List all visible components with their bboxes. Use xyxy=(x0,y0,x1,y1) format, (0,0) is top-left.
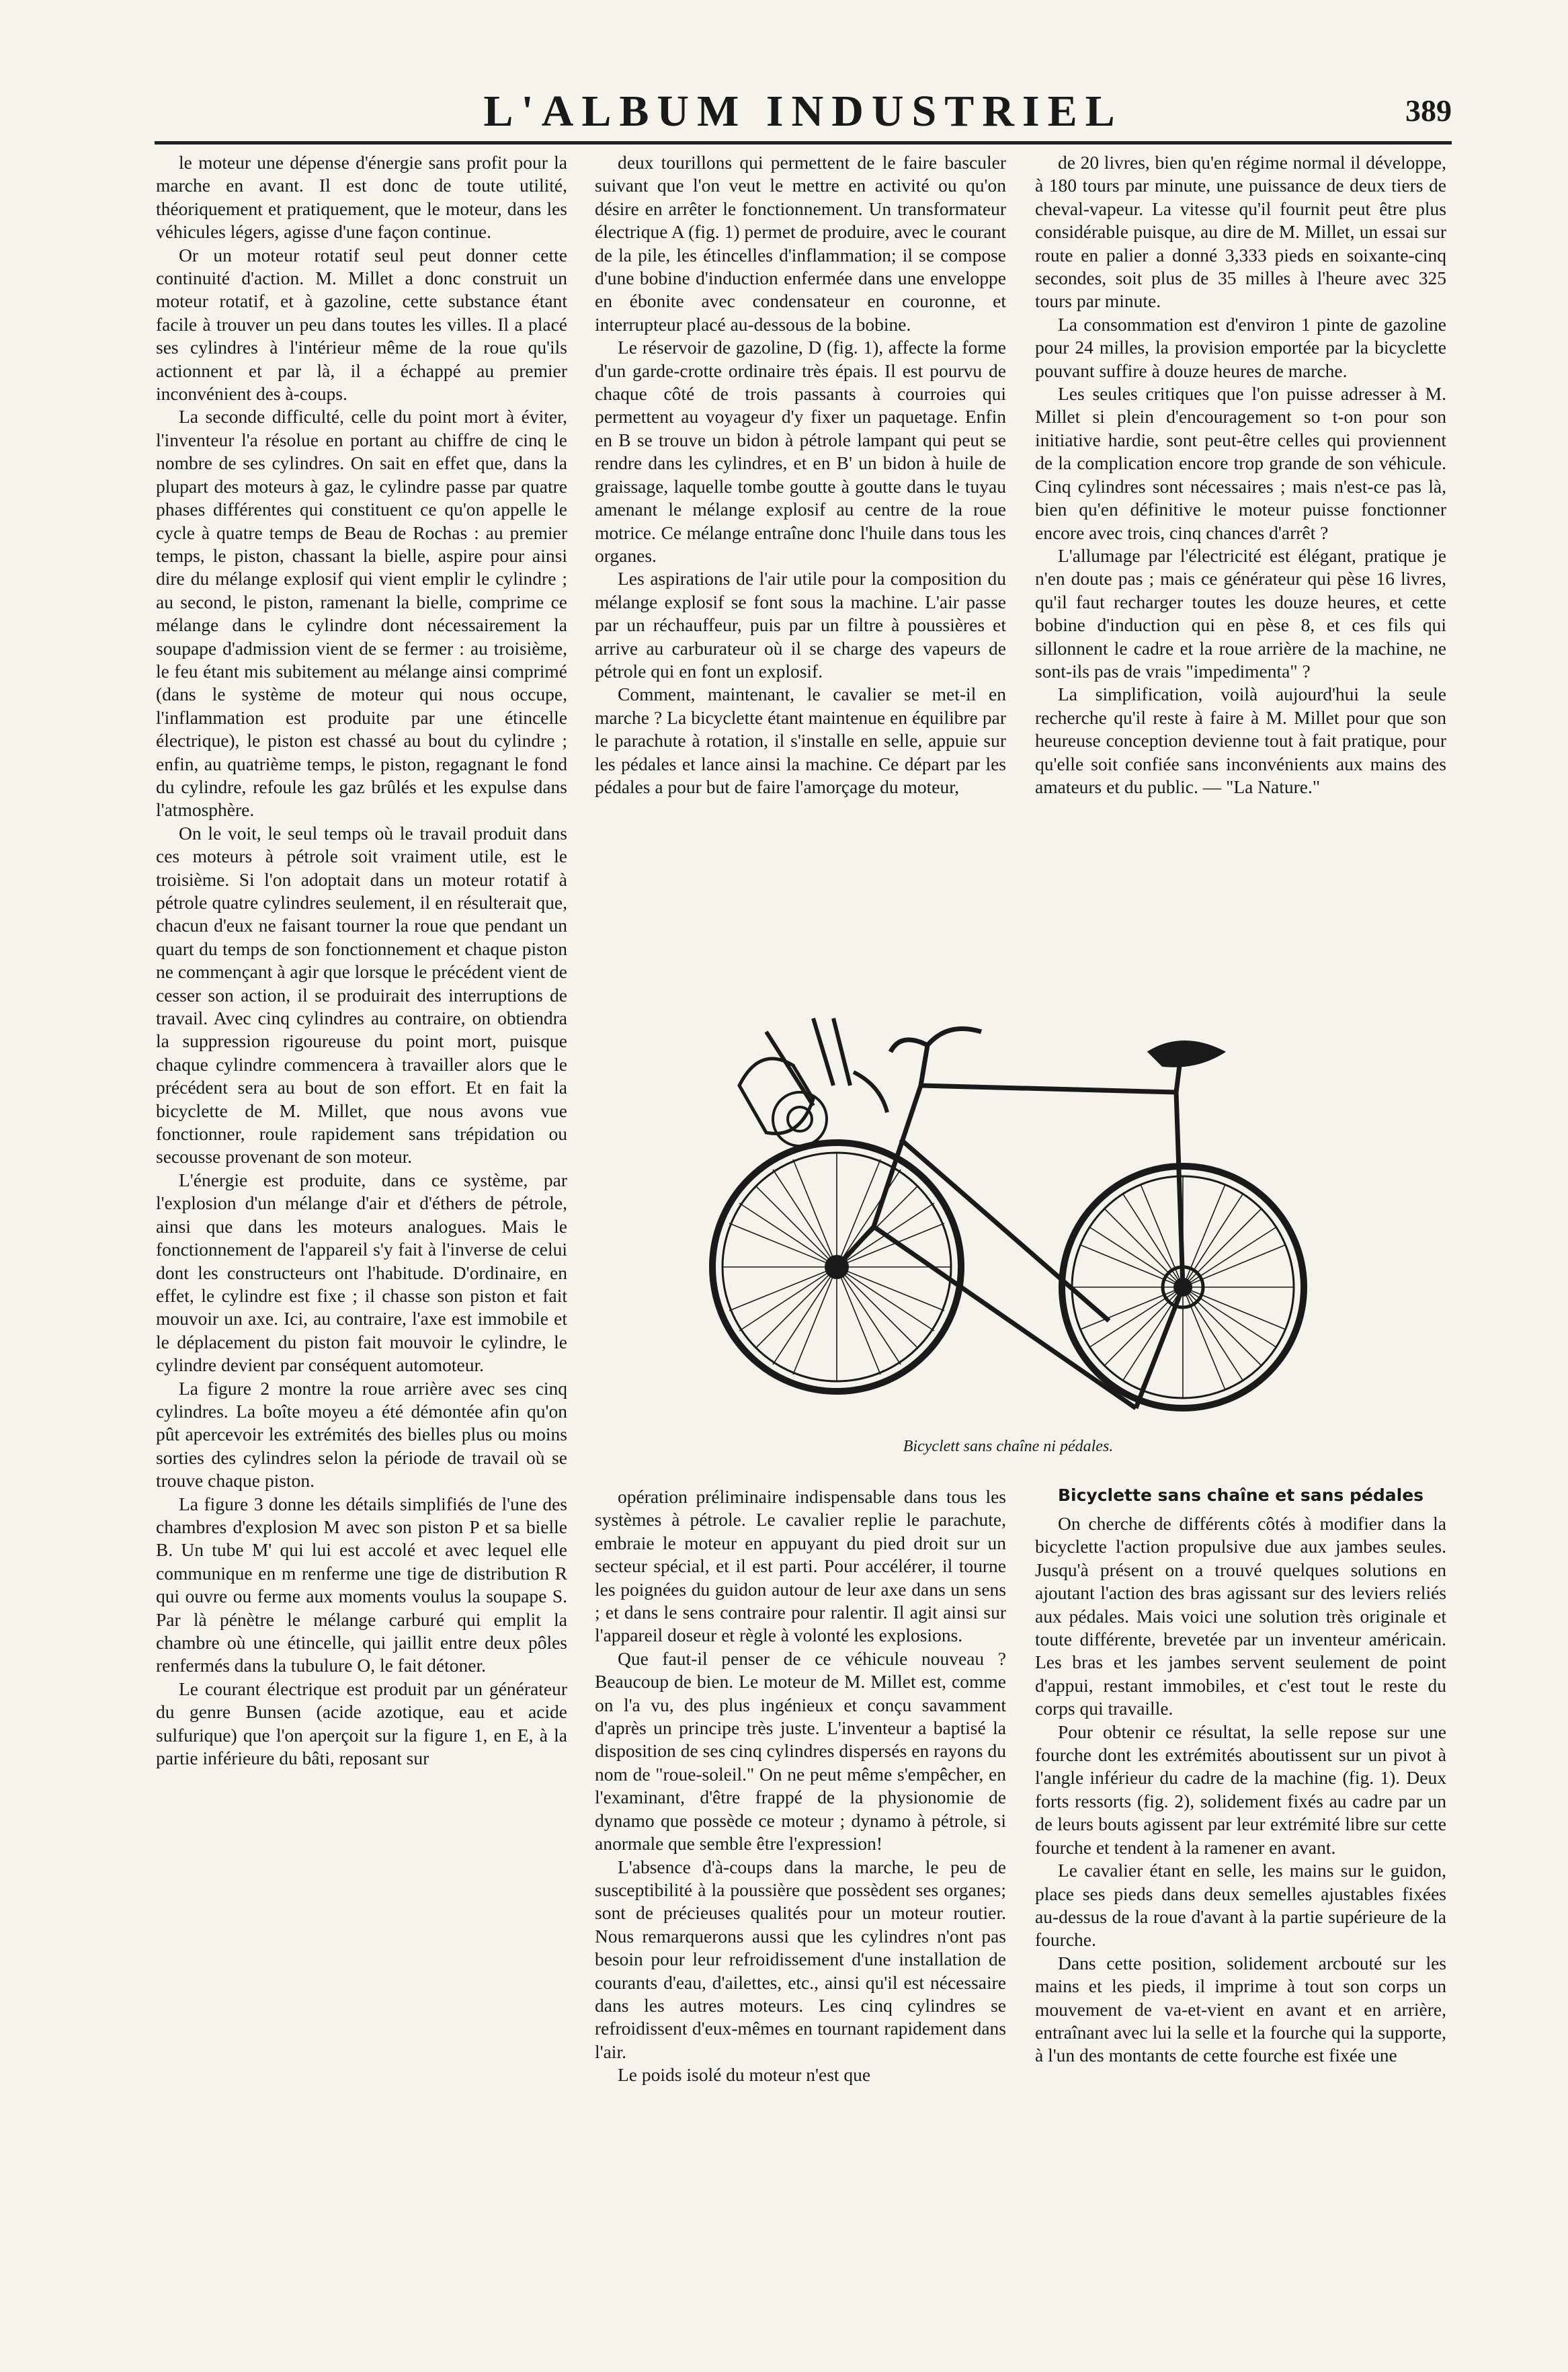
paragraph: La seconde difficulté, celle du point mort à éviter, l'inventeur l'a résolue en portant au chiffre de cinq le nombre de ses cylindres. On sait en effet que, dans la plupart des moteurs à gaz, le cylindre passe par quatre phases différentes qui constituent ce qu'on appelle le cycle à quatre temps de Beau de Rochas : au premier temps, le piston, chassant la bielle, aspire pour ainsi dire du mélange explosif qui vient emplir le cylindre ; au second, le piston, ramenant la bielle, comprime ce mélange dans le cylindre dont nécessairement la soupape d'admission vient de se fermer : au troisième, le feu étant mis subitement au mélange ainsi comprimé (dans le système de moteur qui nous occupe, l'inflammation est produite par une étincelle électrique), le piston est chassé au bout du cylindre ; enfin, au quatrième temps, le piston, regagnant le fond du cylindre, refoule les gaz brûlés et les expulse dans l'atmosphère. xyxy=(156,406,567,821)
paragraph: Le cavalier étant en selle, les mains sur le guidon, place ses pieds dans deux semelles ajustables fixées au-dessus de la roue d'avant à la partie supérieure de la fourche. xyxy=(1035,1860,1446,1951)
paragraph: On le voit, le seul temps où le travail produit dans ces moteurs à pétrole soit vraiment utile, est le troisième. Si l'on adoptait dans un moteur rotatif à pétrole quatre cylindres seulement, il en résulterait que, chacun d'eux ne faisant tourner la roue que pendant un quart du temps de son fonctionnement et chaque piston ne commençant à agir que lorsque le précédent vient de cesser son action, il se produirait des interruptions de travail. Avec cinq cylindres au contraire, on obtiendra la suppression rigoureuse du point mort, puisque chaque cylindre commencera à travailler alors que le précédent sera au bout de son effort. Et en fait la bicyclette de M. Millet, que nous avons vue fonctionner, roule rapidement sans trépidation ou secousse provenant de son moteur. xyxy=(156,822,567,1168)
paragraph: On cherche de différents côtés à modifier dans la bicyclette l'action propulsive due aux jambes seules. Jusqu'à présent on a trouvé quelques solutions en ajoutant l'action des bras agissant sur des leviers reliés aux pédales. Mais voici une solution très originale et toute différente, brevetée par un inventeur américain. Les bras et les jambes servent seulement de point d'appui, restant immobiles, et c'est tout le reste du corps qui travaille. xyxy=(1035,1513,1446,1719)
paragraph: Le réservoir de gazoline, D (fig. 1), affecte la forme d'un garde-crotte ordinaire très épais. Il est pourvu de chaque côté de trois passants à courroies qui permettent au voyageur d'y fixer un paquetage. Enfin en B se trouve un bidon à pétrole lampant qui peut se rendre dans les cylindres, et en B' un bidon à huile de graissage, laquelle tombe goutte à goutte dans le tuyau amenant le mélange explosif au centre de la roue motrice. Ce mélange entraîne donc l'huile dans tous les organes. xyxy=(595,337,1006,566)
paragraph: de 20 livres, bien qu'en régime normal il développe, à 180 tours par minute, une puissance de deux tiers de cheval-vapeur. La vitesse qu'il fournit peut être plus considérable puisque, au dire de M. Millet, un essai sur route en palier a donné 3,333 pieds en soixante-cinq secondes, soit plus de 35 milles à l'heure avec 325 tours par minute. xyxy=(1035,152,1446,312)
page-header xyxy=(155,81,1452,145)
paragraph: La consommation est d'environ 1 pinte de gazoline pour 24 milles, la provision emportée par la bicyclette pouvant suffire à douze heures de marche. xyxy=(1035,313,1446,381)
paragraph: Dans cette position, solidement arcbouté sur les mains et les pieds, il imprime à tout son corps un mouvement de va-et-vient en avant et en arrière, entraînant avec lui la selle et la fourche qui la supporte, à l'un des montants de cette fourche est fixée une xyxy=(1035,1952,1446,2066)
paragraph: le moteur une dépense d'énergie sans profit pour la marche en avant. Il est donc de toute utilité, théoriquement et pratiquement, que le moteur, dans les véhicules légers, agisse d'une façon continue. xyxy=(156,152,567,243)
paragraph: La figure 2 montre la roue arrière avec ses cinq cylindres. La boîte moyeu a été démontée afin qu'on pût apercevoir les extrémités des bielles plus ou moins sorties des cylindres selon la période de travail où se trouve chaque piston. xyxy=(156,1377,567,1491)
bicycle-figure xyxy=(699,1005,1317,1462)
paragraph: La figure 3 donne les détails simplifiés de l'une des chambres d'explosion M avec son piston P et sa bielle B. Un tube M' qui lui est accolé et avec lequel elle communique en m renferme une tige de distribution R qui ouvre ou ferme aux moments voulus la soupape S. Par là pénètre le mélange carburé qui emplit la chambre où une étincelle, qui jaillit entre deux pôles renfermés dans la tubulure O, le fait détoner. xyxy=(156,1493,567,1676)
figure-caption: Bicyclett sans chaîne ni pédales. xyxy=(903,1438,1114,1455)
handlebar xyxy=(891,1029,981,1086)
paragraph: Comment, maintenant, le cavalier se met-il en marche ? La bicyclette étant maintenue en équilibre par le parachute à rotation, il s'installe en selle, appuie sur les pédales et lance ainsi la machine. Ce départ par les pédales a pour but de faire l'amorçage du moteur, xyxy=(595,684,1006,797)
column-2-bottom xyxy=(595,1485,1006,2087)
paragraph: L'énergie est produite, dans ce système, par l'explosion d'un mélange d'air et d'éthers de pétrole, ainsi que dans les moteurs analogues. Mais le fonctionnement de l'appareil s'y fait à l'inverse de celui dont les constructeurs ont l'habitude. D'ordinaire, en effet, le cylindre est fixe ; il chasse son piston et fait mouvoir un axe. Ici, au contraire, l'axe est immobile et le déplacement du piston fait mouvoir le cylindre, le cylindre devient par conséquent automoteur. xyxy=(156,1169,567,1376)
section-heading: Bicyclette sans chaîne et sans pédales xyxy=(1057,1485,1424,1505)
mechanism-detail-inset xyxy=(739,1018,887,1146)
paragraph: L'allumage par l'électricité est élégant, pratique je n'en doute pas ; mais ce générateur qui pèse 16 livres, qu'il faut recharger toutes les douze heures, et cette bobine d'induction qui en pèse 8, et ces fils qui sillonnent le cadre et la roue arrière de la machine, ne sont-ils pas de vrais "impedimenta" ? xyxy=(1035,544,1446,682)
bicycle-illustration xyxy=(699,1005,1317,1435)
paragraph: Les seules critiques que l'on puisse adresser à M. Millet si plein d'encouragement so t-on pour son initiative hardie, sont peut-être celles qui proviennent de la complication encore trop grande de son véhicule. Cinq cylindres sont nécessaires ; mais n'est-ce pas là, bien qu'en définitive le moteur puisse fonctionner encore avec trois, cinq chances d'arrêt ? xyxy=(1035,383,1446,543)
paragraph: L'absence d'à-coups dans la marche, le peu de susceptibilité à la poussière que possèdent ses organes; sont de précieuses qualités pour un moteur routier. Nous remarquerons aussi que les cylindres n'ont pas besoin pour leur refroidissement d'une installation de courants d'eau, d'ailettes, etc., ainsi qu'il est nécessaire dans les autres moteurs. Les cinq cylindres se refroidissent d'eux-mêmes en tournant rapidement dans l'air. xyxy=(595,1856,1006,2062)
column-2-top xyxy=(595,151,1006,799)
saddle xyxy=(1149,1042,1223,1092)
column-1 xyxy=(156,151,567,1770)
paragraph: La simplification, voilà aujourd'hui la seule recherche qu'il reste à faire à M. Millet pour que son heureuse conception devienne tout à fait pratique, pour qu'elle soit confiée sans inconvénients aux mains des amateurs et du public. — "La Nature." xyxy=(1035,684,1446,797)
paragraph: Que faut-il penser de ce véhicule nouveau ? Beaucoup de bien. Le moteur de M. Millet est, comme on l'a vu, des plus ingénieux et conçu savamment d'après un principe très juste. L'inventeur a baptisé la disposition de ses cinq cylindres dispersés en rayons du nom de "roue-soleil." On ne peut même s'empêcher, en l'examinant, d'être frappé de la physionomie de dynamo que possède ce moteur ; dynamo à pétrole, si anormale que semble être l'expression! xyxy=(595,1647,1006,1854)
paragraph: Le poids isolé du moteur n'est que xyxy=(618,2064,871,2086)
paragraph: Les aspirations de l'air utile pour la composition du mélange explosif se font sous la machine. L'air passe par un réchauffeur, puis par un filtre à poussières et arrive au carburateur où il se charge des vapeurs de pétrole qui en font un explosif. xyxy=(595,568,1006,682)
journal-title: L'ALBUM INDUSTRIEL xyxy=(483,87,1123,136)
paragraph: Or un moteur rotatif seul peut donner cette continuité d'action. M. Millet a donc construit un moteur rotatif, et à gazoline, cette substance étant facile à trouver un peu dans toutes les villes. Il a placé ses cylindres à l'intérieur même de la roue qu'ils actionnent et par là, il a échappé au premier inconvénient des à-coups. xyxy=(156,244,567,405)
paragraph: Pour obtenir ce résultat, la selle repose sur une fourche dont les extrémités aboutissent sur un pivot à l'angle inférieur du cadre de la machine (fig. 1). Deux forts ressorts (fig. 2), solidement fixés au cadre par un de leurs bouts agissent par leur extrémité libre sur cette fourche et tendent à la ramener en avant. xyxy=(1035,1721,1446,1858)
page-number: 389 xyxy=(1405,93,1452,128)
paragraph: deux tourillons qui permettent de le faire basculer suivant que l'on veut le mettre en activité ou qu'on désire en arrêter le fonctionnement. Un transformateur électrique A (fig. 1) permet de produire, avec le courant de la pile, les étincelles d'inflammation; il se compose d'une bobine d'induction enfermée dans une enveloppe en ébonite avec condensateur en couronne, et interrupteur placé au-dessous de la bobine. xyxy=(595,152,1006,335)
column-3-top xyxy=(1035,151,1446,799)
paragraph: Le courant électrique est produit par un générateur du genre Bunsen (acide azotique, eau et acide sulfurique) que l'on aperçoit sur la figure 1, en E, à la partie inférieure du bâti, reposant sur xyxy=(156,1678,567,1769)
paragraph: opération préliminaire indispensable dans tous les systèmes à pétrole. Le cavalier replie le parachute, embraie le moteur en appuyant du pied droit sur un secteur spécial, et il est parti. Pour accélérer, il tourne les poignées du guidon autour de leur axe dans un sens ; et dans le sens contraire pour ralentir. Il agit ainsi sur l'appareil doseur et règle à volonté les explosions. xyxy=(595,1486,1006,1646)
column-3-bottom xyxy=(1035,1485,1446,2068)
